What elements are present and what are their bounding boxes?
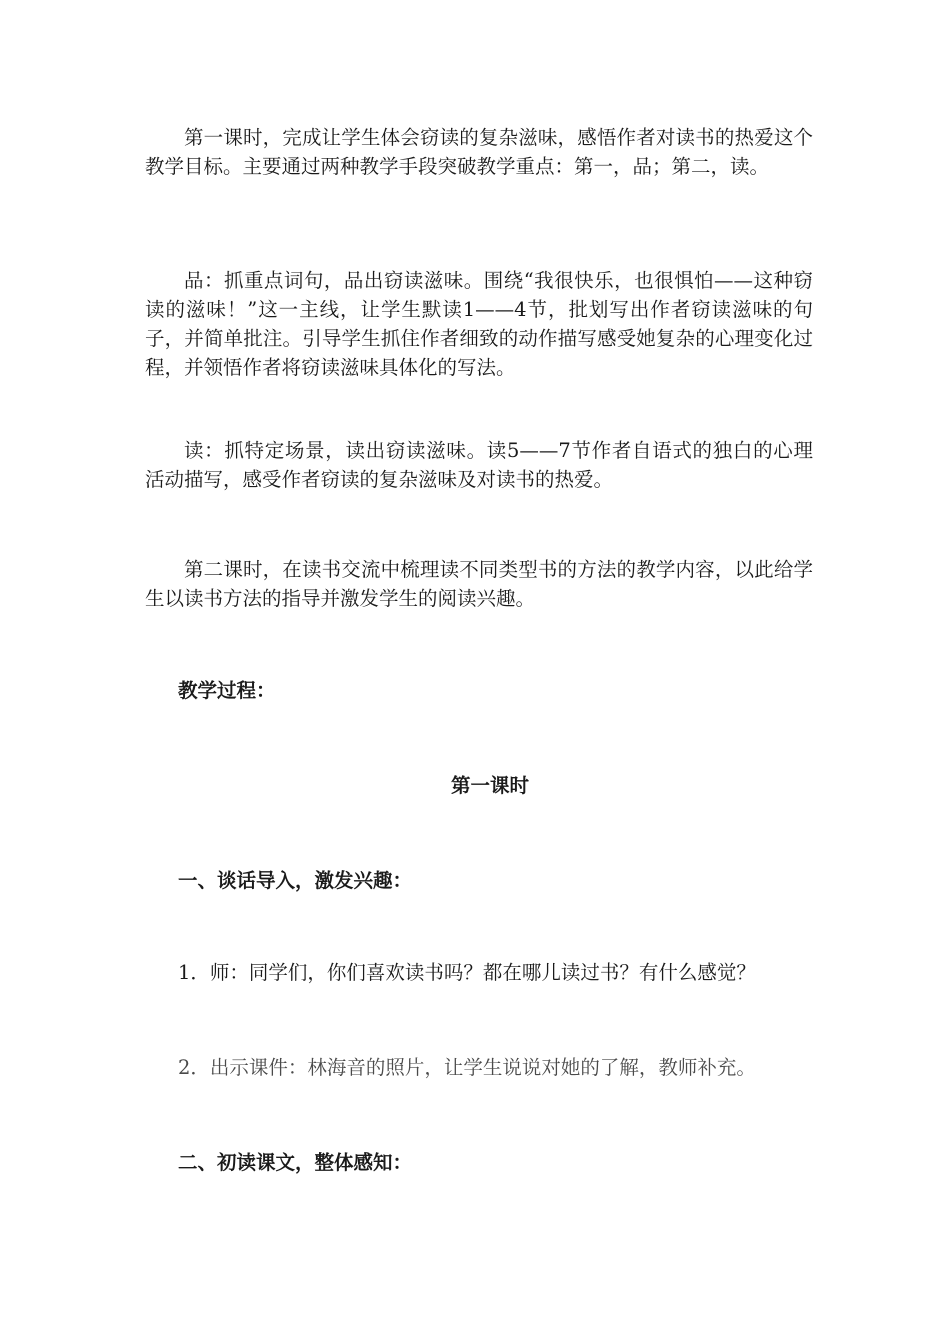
paragraph-lesson-one-goal: 第一课时，完成让学生体会窃读的复杂滋味，感悟作者对读书的热爱这个教学目标。主要通过两种教学手段突破教学重点：第一，品；第二，读。 xyxy=(145,126,813,178)
paragraph-savor: 品：抓重点词句，品出窃读滋味。围绕“我很快乐，也很惧怕——这种窃读的滋味！”这一主线，让学生默读1——4节，批划写出作者窃读滋味的句子，并简单批注。引导学生抓住作者细致的动作描写感受她复杂的心理变化过程，并领悟作者将窃读滋味具体化的写法。 xyxy=(145,269,813,379)
section-one-item-2: 2．出示课件：林海音的照片，让学生说说对她的了解，教师补充。 xyxy=(178,1056,756,1079)
lesson-one-heading: 第一课时 xyxy=(450,774,529,797)
teaching-process-heading: 教学过程： xyxy=(178,679,276,702)
section-one-item-1: 1．师：同学们，你们喜欢读书吗？都在哪儿读过书？有什么感觉？ xyxy=(178,961,756,984)
section-one-heading: 一、谈话导入，激发兴趣： xyxy=(178,869,413,892)
paragraph-lesson-two: 第二课时，在读书交流中梳理读不同类型书的方法的教学内容，以此给学生以读书方法的指导并激发学生的阅读兴趣。 xyxy=(145,558,813,610)
paragraph-read: 读：抓特定场景，读出窃读滋味。读5——7节作者自语式的独白的心理活动描写，感受作者窃读的复杂滋味及对读书的热爱。 xyxy=(145,439,813,491)
section-two-heading: 二、初读课文，整体感知： xyxy=(178,1151,413,1174)
